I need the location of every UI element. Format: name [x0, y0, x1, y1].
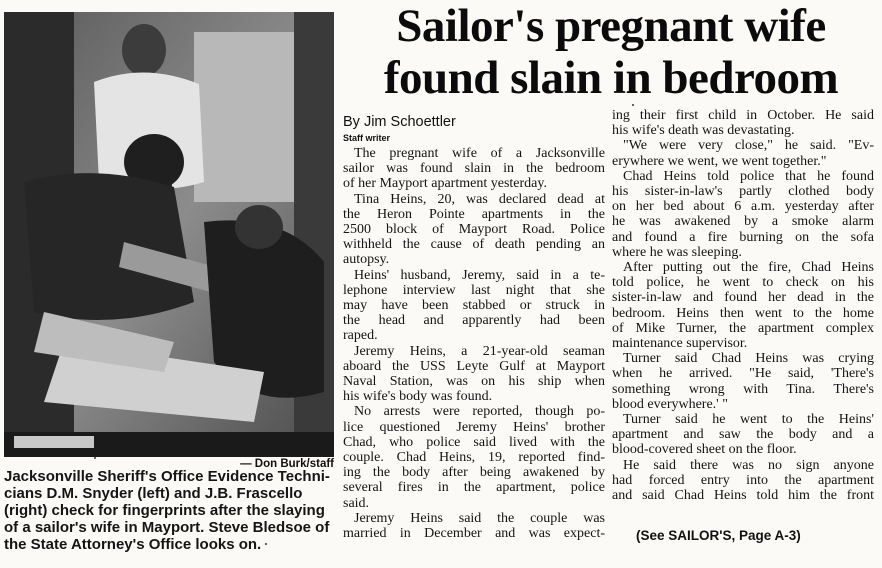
print-speck	[265, 543, 267, 545]
article-line: ing their first child in October. He said	[612, 108, 874, 123]
article-line: Jeremy Heins, a 21-year-old seaman	[354, 343, 605, 359]
article-line: he was awakened by a smoke alarm	[612, 214, 874, 230]
article-line: the Heron Pointe apartments in the	[343, 206, 605, 222]
article-line: Naval Station, was on his ship when	[343, 374, 605, 390]
caption-line: (right) check for fingerprints after the slaying	[4, 502, 325, 519]
article-line: had forced entry into the apartment	[612, 472, 874, 488]
article-line: said.	[343, 495, 370, 511]
byline-role: Staff writer	[343, 133, 391, 143]
byline: By Jim Schoettler	[343, 114, 456, 130]
article-line: may have been stabbed or struck in	[343, 298, 605, 314]
article-line: 2500 block of Mayport Road. Police	[343, 222, 605, 238]
article-line: of her Mayport apartment yesterday.	[343, 176, 547, 192]
article-line: Heins' husband, Jeremy, said in a te-	[354, 267, 605, 283]
news-photo	[4, 12, 334, 457]
article-line: ing the body after being awakened by	[343, 465, 605, 481]
article-line: several fires in the apartment, police	[343, 480, 605, 496]
caption-line: Jacksonville Sheriff's Office Evidence Techni-	[4, 468, 330, 485]
article-line: "We were very close," he said. "Ev-	[623, 138, 874, 154]
print-speck	[632, 104, 634, 106]
article-line: withheld the cause of death pending an	[343, 237, 605, 253]
caption-line: of a sailor's wife in Mayport. Steve Bledsoe of	[4, 519, 330, 536]
article-line: bedroom. Heins then went to the home	[612, 305, 874, 321]
headline-line: Sailor's pregnant wife	[396, 0, 826, 52]
article-line: on her bed about 6 a.m. yesterday after	[612, 199, 874, 215]
article-line: autopsy.	[343, 252, 390, 268]
article-line: Chad, who police said lived with the	[343, 434, 605, 450]
article-line: lephone interview last night that she	[343, 282, 605, 298]
article-line: maintenance supervisor.	[612, 336, 748, 352]
article-line: sister-in-law and found her dead in the	[612, 290, 874, 306]
article-line: and said Chad Heins told him the front	[612, 488, 874, 504]
article-line: blood-covered sheet on the floor.	[612, 442, 797, 458]
jump-line: (See SAILOR'S, Page A-3)	[636, 528, 801, 543]
article-line: Turner said Chad Heins was crying	[623, 351, 874, 367]
caption-line: cians D.M. Snyder (left) and J.B. Frascello	[4, 485, 303, 502]
article-column-1	[343, 146, 605, 541]
headline-line: found slain in bedroom	[383, 52, 839, 104]
caption-line: the State Attorney's Office looks on.	[4, 536, 262, 553]
article-line: Chad Heins told police that he found	[623, 168, 874, 184]
article-line: The pregnant wife of a Jacksonville	[354, 146, 605, 161]
article-line: couple. Chad Heins, 19, reported find-	[343, 450, 605, 466]
article-line: lice questioned Jeremy Heins' brother	[343, 419, 605, 435]
article-line: when he arrived. "He said, 'There's	[612, 366, 874, 382]
article-line: sailor was found slain in the bedroom	[343, 161, 605, 177]
article-line: apartment and saw the body and a	[612, 427, 874, 443]
article-line: and found a fire burning on the sofa	[612, 229, 874, 245]
article-line: the head and apparently had been	[343, 313, 605, 329]
print-speck	[94, 457, 96, 459]
photo-credit: — Don Burk/staff	[240, 458, 334, 470]
photo-caption	[4, 468, 336, 553]
article-line: of Mike Turner, the apartment complex	[612, 320, 874, 336]
article-line: After putting out the fire, Chad Heins	[623, 260, 874, 276]
article-line: told police, he went to check on his	[612, 275, 874, 291]
article-line: No arrests were reported, though po-	[354, 404, 605, 420]
article-line: his wife's death was devastating.	[612, 123, 795, 139]
article-line: aboard the USS Leyte Gulf at Mayport	[343, 358, 605, 374]
article-line: He said there was no sign anyone	[623, 457, 874, 473]
article-line: where he was sleeping.	[612, 244, 742, 260]
article-column-2	[612, 108, 874, 503]
article-line: his wife's body was found.	[343, 389, 493, 405]
article-line: erywhere we went, we went together."	[612, 153, 827, 169]
article-line: raped.	[343, 328, 378, 344]
article-line: Jeremy Heins said the couple was	[354, 510, 605, 526]
article-line: Tina Heins, 20, was declared dead at	[354, 191, 605, 207]
photo-image	[4, 12, 334, 457]
article-line: his sister-in-law's partly clothed body	[612, 184, 874, 200]
article-line: blood everywhere.' "	[612, 396, 728, 412]
article-line: Turner said he went to the Heins'	[623, 412, 874, 428]
headline	[343, 0, 879, 104]
article-line: something wrong with Tina. There's	[612, 381, 874, 397]
article-line: married in December and was expect-	[343, 526, 605, 542]
